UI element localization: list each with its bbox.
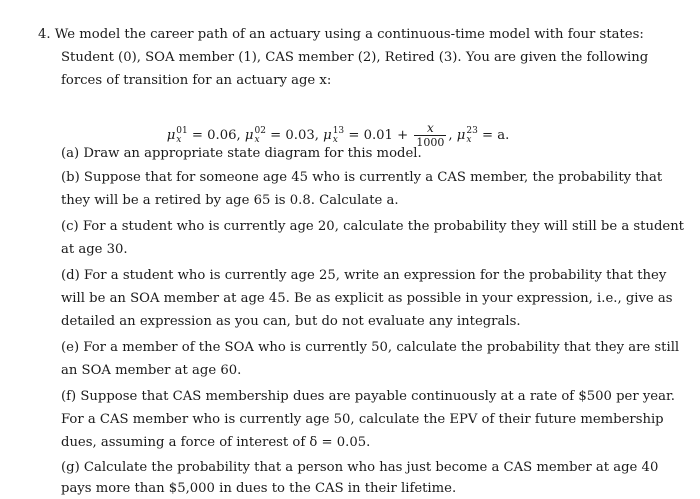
formula-eq-23: = a. [477, 128, 510, 143]
part-f-line-2: For a CAS member who is currently age 50, calculate the EPV of their future membership [61, 412, 664, 427]
part-b-line-1: (b) Suppose that for someone age 45 who is currently a CAS member, the probability that [61, 170, 663, 185]
part-g-line-1: (g) Calculate the probability that a person who has just become a CAS member at age 40 [61, 460, 659, 475]
part-d-line-1: (d) For a student who is currently age 25, write an expression for the probability that they [61, 268, 667, 283]
sup-13: 13 [332, 125, 345, 136]
part-g-line-2: pays more than $5,000 in dues to the CAS in their lifetime. [61, 481, 457, 496]
fraction-denominator: 1000 [416, 136, 445, 149]
mu-symbol-01: μ [166, 128, 176, 143]
sup-01: 01 [176, 125, 188, 136]
sub-x-23: x [466, 134, 472, 145]
part-c-line-1: (c) For a student who is currently age 20, calculate the probability they will still be a student [61, 219, 684, 234]
intro-line-3 [61, 72, 331, 90]
part-b-line-2: they will be a retired by age 65 is 0.8. Calculate a. [61, 193, 399, 208]
part-f-line-3: dues, assuming a force of interest of δ = 0.05. [61, 435, 371, 450]
formula-eq-01: = 0.06, [187, 128, 245, 143]
sup-02: 02 [254, 125, 266, 136]
fraction-numerator: x [427, 121, 434, 135]
part-f-line-1: (f) Suppose that CAS membership dues are payable continuously at a rate of $500 per year. [61, 389, 675, 404]
intro-line-2: Student (0), SOA member (1), CAS member (2), Retired (3). You are given the following [61, 50, 649, 65]
sup-23: 23 [466, 125, 478, 136]
formula-eq-13: = 0.01 + [344, 128, 413, 143]
intro-line-1: 4. We model the career path of an actuary using a continuous-time model with four states: [38, 27, 644, 42]
sub-x-02: x [254, 134, 260, 145]
mu-symbol-02: μ [244, 128, 254, 143]
sub-x-01: x [176, 134, 182, 145]
part-d-line-2: will be an SOA member at age 45. Be as explicit as possible in your expression, i.e., give as [61, 291, 673, 306]
formula-eq-02: = 0.03, [265, 128, 324, 143]
formula-sep: , [448, 128, 457, 143]
part-e-line-2: an SOA member at age 60. [61, 363, 242, 378]
sub-x-13: x [332, 134, 338, 145]
intro-line-3-text: forces of transition for an actuary age x: [61, 73, 332, 88]
part-c-line-2: at age 30. [61, 242, 128, 257]
mu-symbol-23: μ [456, 128, 466, 143]
part-a-line-1: (a) Draw an appropriate state diagram for this model. [61, 146, 422, 161]
part-e-line-1: (e) For a member of the SOA who is currently 50, calculate the probability that they are still [61, 340, 680, 355]
mu-symbol-13: μ [323, 128, 332, 143]
part-d-line-3: detailed an expression as you can, but do not evaluate any integrals. [61, 314, 521, 329]
